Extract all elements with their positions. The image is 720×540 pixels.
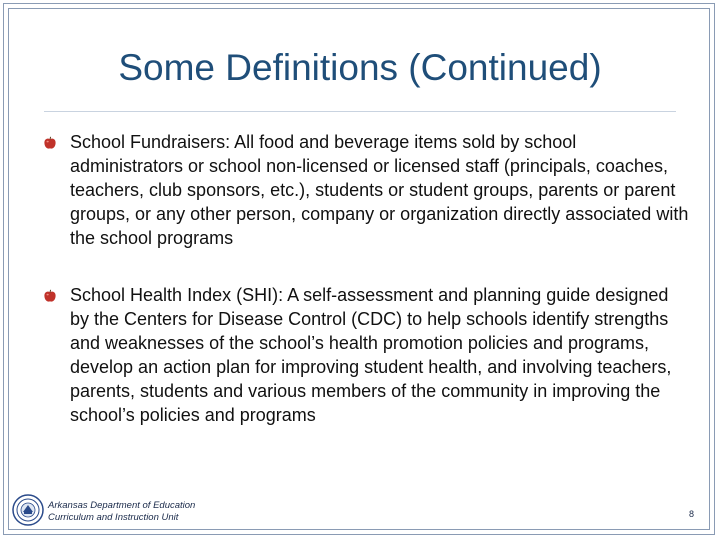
definitions-list bbox=[40, 130, 690, 460]
footer-org-line1: Arkansas Department of Education bbox=[48, 500, 196, 511]
state-seal-icon bbox=[12, 494, 44, 526]
bullet-text: School Health Index (SHI): A self-assessment and planning guide designed by the Centers for Disease Control (CDC) to help schools identify strengths and weaknesses of the school’s health promotion policies and programs, develop an action plan for improving student health, and involving teachers, parents, students and various members of the community in improving the school’s policies and programs bbox=[70, 285, 672, 425]
list-item bbox=[40, 130, 690, 250]
title-divider bbox=[44, 111, 676, 112]
bullet-text: School Fundraisers: All food and beverage items sold by school administrators or school non-licensed or licensed staff (principals, coaches, teachers, club sponsors, etc.), students or student groups, parents or parent groups, or any other person, company or organization directly associated with the school programs bbox=[70, 132, 689, 248]
list-item bbox=[40, 283, 690, 427]
apple-icon bbox=[43, 136, 57, 150]
footer-organization bbox=[48, 500, 195, 524]
slide-title: Some Definitions (Continued) bbox=[118, 47, 602, 88]
footer-org-line2: Curriculum and Instruction Unit bbox=[48, 512, 179, 523]
apple-icon bbox=[43, 289, 57, 303]
page-number: 8 bbox=[688, 509, 694, 519]
